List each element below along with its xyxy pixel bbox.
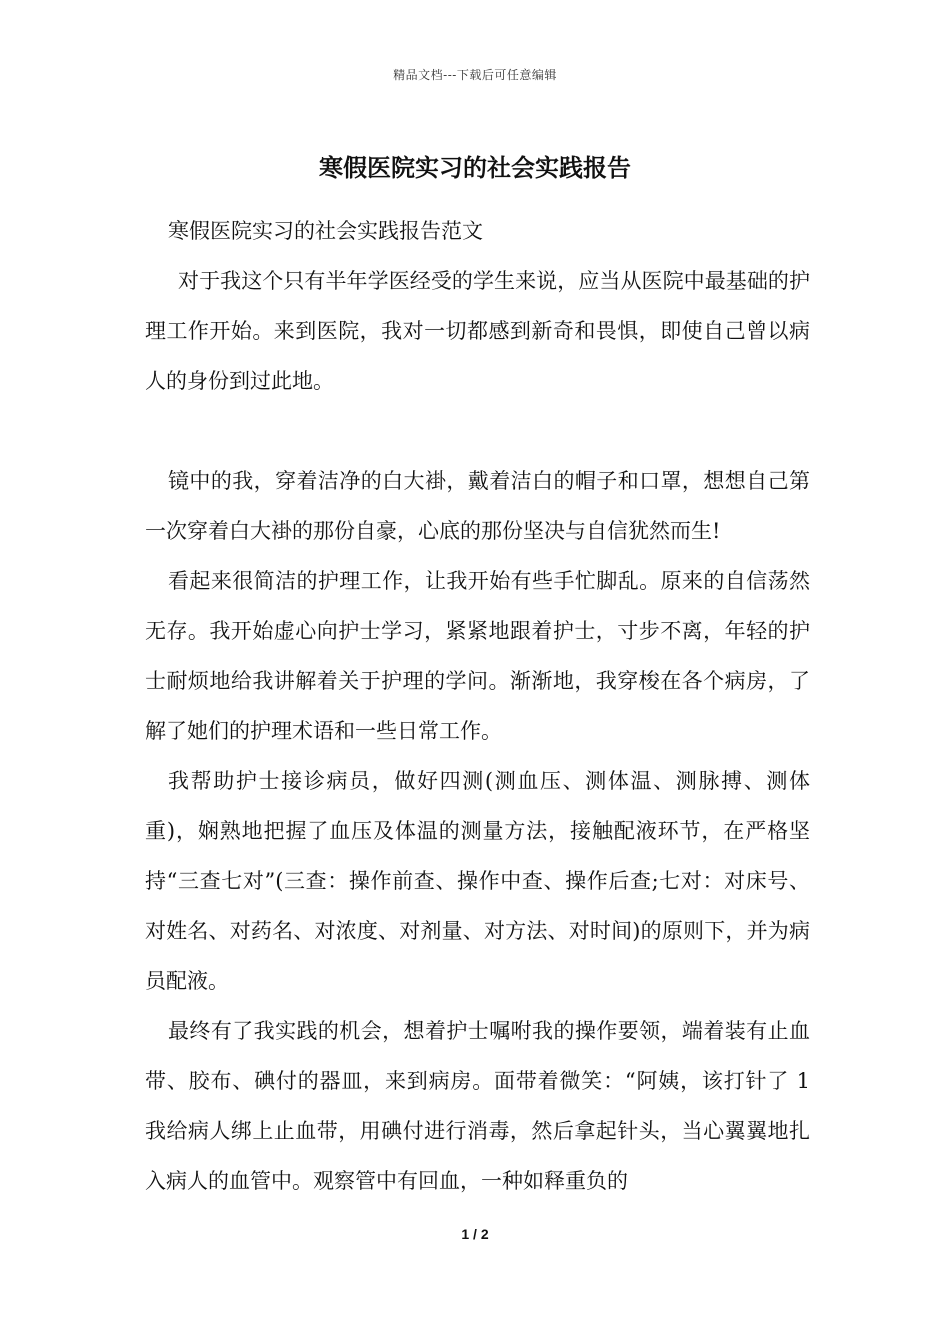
paragraph-spacer: [145, 406, 810, 456]
document-subtitle: 寒假医院实习的社会实践报告范文: [168, 219, 483, 243]
paragraph: 看起来很简洁的护理工作，让我开始有些手忙脚乱。原来的自信荡然无存。我开始虚心向护士学习，紧紧地跟着护士，寸步不离，年轻的护士耐烦地给我讲解着关于护理的学问。渐渐地，我穿梭在各个病房，了解了她们的护理术语和一些日常工作。: [145, 569, 810, 743]
paragraph: 对于我这个只有半年学医经受的学生来说，应当从医院中最基础的护理工作开始。来到医院，我对一切都感到新奇和畏惧，即使自己曾以病人的身份到过此地。: [145, 269, 810, 393]
paragraph: 最终有了我实践的机会，想着护士嘱咐我的操作要领，端着装有止血带、胶布、碘付的器皿，来到病房。面带着微笑：“阿姨，该打针了 1 我给病人绑上止血带，用碘付进行消毒，然后拿起针头，当心翼翼地扎入病人的血管中。观察管中有回血，一种如释重负的: [145, 1019, 810, 1193]
paragraph: 镜中的我，穿着洁净的白大褂，戴着洁白的帽子和口罩，想想自己第一次穿着白大褂的那份自豪，心底的那份坚决与自信犹然而生!: [145, 469, 810, 543]
page-number: 1 / 2: [461, 1226, 489, 1242]
document-body: [145, 206, 810, 1206]
page-header: 精品文档---下载后可任意编辑: [393, 68, 557, 82]
paragraph: 我帮助护士接诊病员，做好四测(测血压、测体温、测脉搏、测体重)，娴熟地把握了血压及体温的测量方法，接触配液环节，在严格坚持“三查七对”(三查：操作前查、操作中查、操作后查;七对：对床号、对姓名、对药名、对浓度、对剂量、对方法、对时间)的原则下，并为病员配液。: [145, 769, 810, 993]
document-title: 寒假医院实习的社会实践报告: [319, 153, 631, 182]
